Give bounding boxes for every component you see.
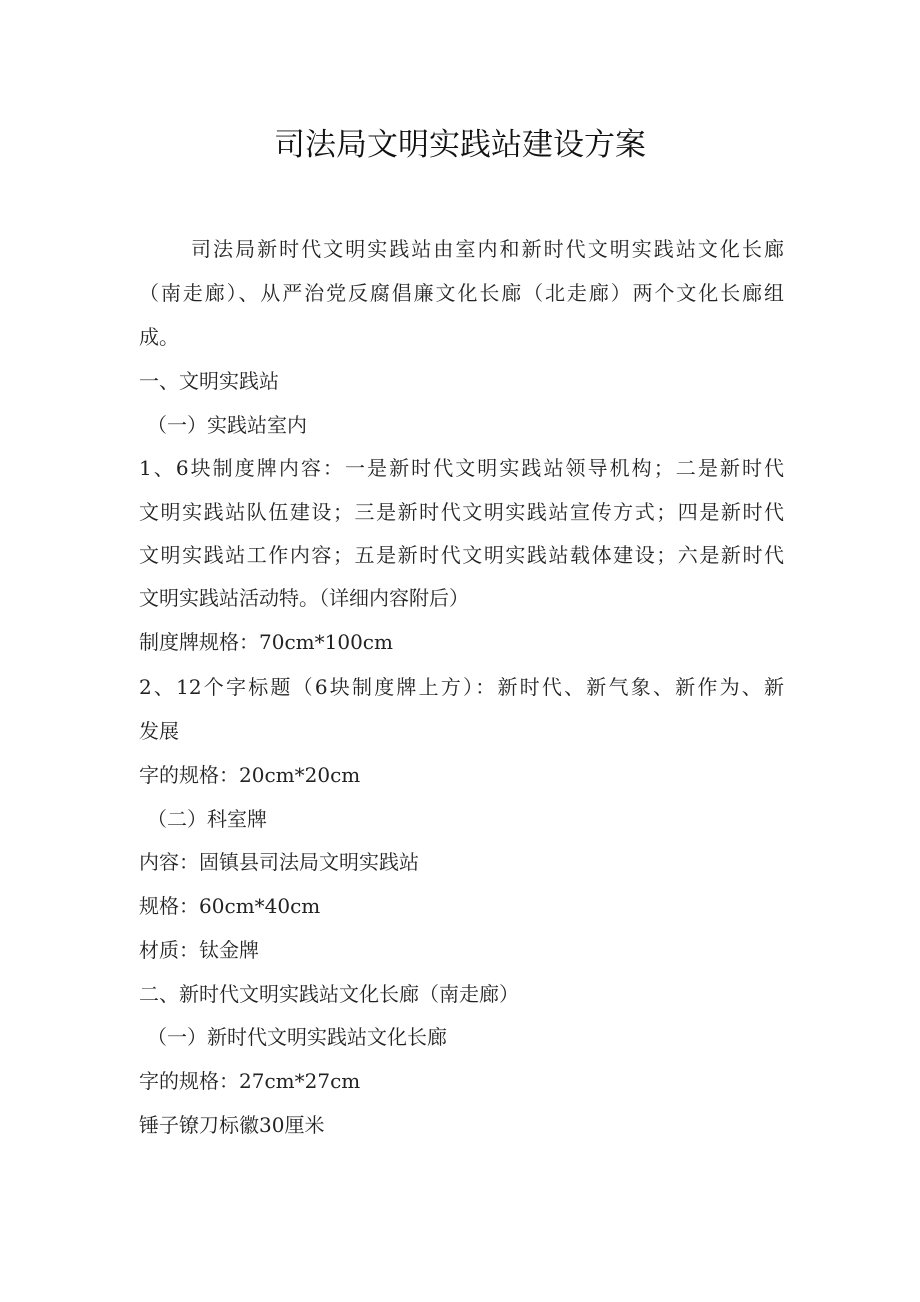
paragraph-line: 文明实践站队伍建设；三是新时代文明实践站宣传方式；四是新时代	[139, 500, 784, 524]
paragraph-line: 发展	[139, 719, 179, 743]
paragraph-line: 1、6块制度牌内容：一是新时代文明实践站领导机构；二是新时代	[139, 456, 784, 480]
subsection-heading: （二）科室牌	[147, 807, 267, 831]
spec-line: 材质：钛金牌	[139, 938, 259, 962]
paragraph-line: 文明实践站活动特。（详细内容附后）	[139, 586, 469, 610]
spec-line: 锤子镣刀标徽30厘米	[139, 1113, 325, 1137]
paragraph-line: 成。	[139, 325, 179, 349]
spec-line: 内容：固镇县司法局文明实践站	[139, 850, 419, 874]
spec-line: 字的规格：20cm*20cm	[139, 763, 361, 787]
spec-line: 制度牌规格：70cm*100cm	[139, 630, 393, 654]
paragraph-line: 司法局新时代文明实践站由室内和新时代文明实践站文化长廊	[191, 237, 784, 261]
paragraph-line: 2、12个字标题（6块制度牌上方）：新时代、新气象、新作为、新	[139, 675, 784, 699]
document-title: 司法局文明实践站建设方案	[274, 127, 646, 163]
subsection-heading: （一）实践站室内	[147, 413, 307, 437]
spec-line: 规格：60cm*40cm	[139, 894, 321, 918]
subsection-heading: （一）新时代文明实践站文化长廊	[147, 1025, 447, 1049]
paragraph-line: （南走廊）、从严治党反腐倡廉文化长廊（北走廊）两个文化长廊组	[139, 281, 784, 305]
paragraph-line: 文明实践站工作内容；五是新时代文明实践站载体建设；六是新时代	[139, 543, 784, 567]
section-heading: 二、新时代文明实践站文化长廊（南走廊）	[139, 982, 519, 1006]
spec-line: 字的规格：27cm*27cm	[139, 1069, 361, 1093]
section-heading: 一、文明实践站	[139, 369, 279, 393]
